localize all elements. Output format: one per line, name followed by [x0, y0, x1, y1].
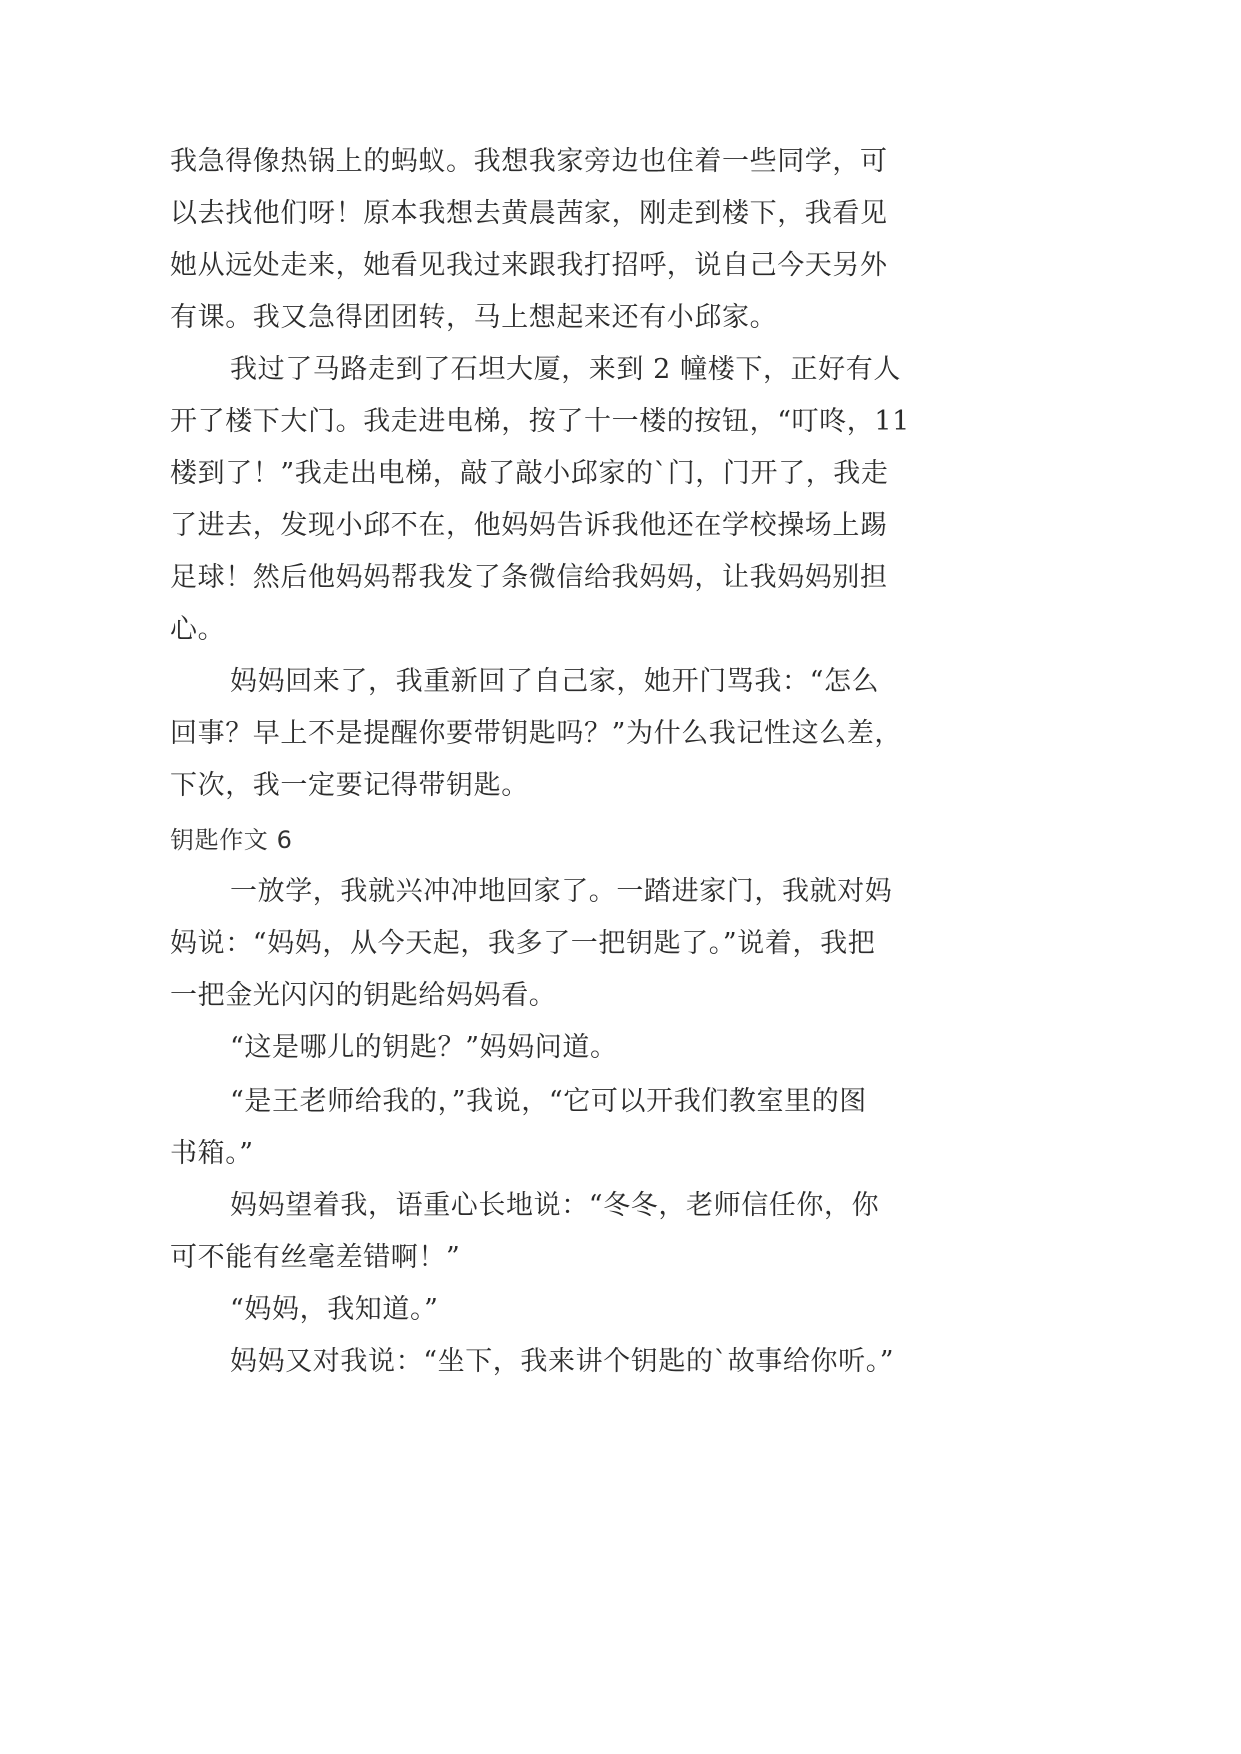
text-line-13: 下次，我一定要记得带钥匙。: [170, 770, 529, 801]
text-line-16: 妈说：“妈妈，从今天起，我多了一把钥匙了。”说着，我把: [170, 928, 876, 959]
text-line-17: 一把金光闪闪的钥匙给妈妈看。: [170, 980, 557, 1011]
text-line-9: 足球！然后他妈妈帮我发了条微信给我妈妈，让我妈妈别担: [170, 562, 888, 593]
text-line-20: 书箱。”: [170, 1138, 254, 1169]
text-line-24: 妈妈又对我说：“坐下，我来讲个钥匙的`故事给你听。”: [230, 1346, 895, 1377]
text-line-4: 有课。我又急得团团转，马上想起来还有小邱家。: [170, 302, 778, 333]
text-line-10: 心。: [170, 614, 226, 645]
text-line-15: 一放学，我就兴冲冲地回家了。一踏进家门，我就对妈: [230, 876, 893, 907]
text-line-1: 我急得像热锅上的蚂蚁。我想我家旁边也住着一些同学，可: [170, 146, 888, 177]
text-line-3: 她从远处走来，她看见我过来跟我打招呼，说自己今天另外: [170, 250, 888, 281]
text-line-5: 我过了马路走到了石坦大厦，来到 2 幢楼下，正好有人: [230, 354, 901, 385]
text-line-23: “妈妈，我知道。”: [230, 1294, 439, 1325]
text-line-19: “是王老师给我的，”我说，“它可以开我们教室里的图: [230, 1086, 867, 1117]
text-line-18: “这是哪儿的钥匙？”妈妈问道。: [230, 1032, 618, 1063]
section-heading: 钥匙作文 6: [170, 826, 293, 854]
text-line-7: 楼到了！”我走出电梯，敲了敲小邱家的`门，门开了，我走: [170, 458, 889, 489]
text-line-2: 以去找他们呀！原本我想去黄晨茜家，刚走到楼下，我看见: [170, 198, 888, 229]
text-line-8: 了进去，发现小邱不在，他妈妈告诉我他还在学校操场上踢: [170, 510, 888, 541]
text-line-11: 妈妈回来了，我重新回了自己家，她开门骂我：“怎么: [230, 666, 880, 697]
text-line-21: 妈妈望着我，语重心长地说：“冬冬，老师信任你，你: [230, 1190, 880, 1221]
text-line-6: 开了楼下大门。我走进电梯，按了十一楼的按钮，“叮咚，11: [170, 406, 910, 437]
text-line-12: 回事？早上不是提醒你要带钥匙吗？”为什么我记性这么差，: [170, 718, 903, 749]
text-line-22: 可不能有丝毫差错啊！”: [170, 1242, 461, 1273]
